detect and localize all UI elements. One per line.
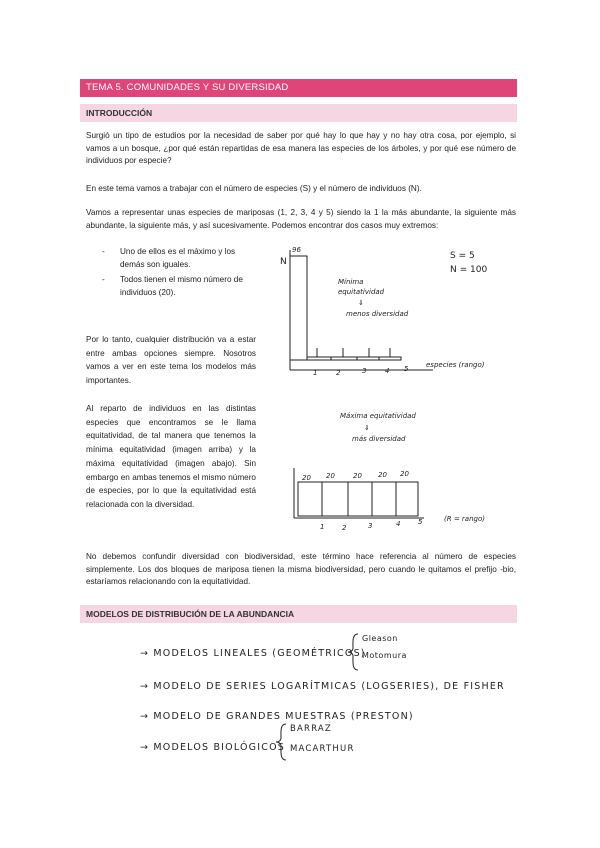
intro-paragraph-3: Vamos a representar unas especies de mariposas (1, 2, 3, 4 y 5) siendo la 1 la más abundante, la siguiente más abundante, la siguiente más, y así sucesivamente. Podemos encontrar dos casos muy extremos: bbox=[86, 208, 516, 230]
tick-label: 4 bbox=[396, 520, 401, 528]
peak-value-label: 96 bbox=[292, 246, 301, 254]
evenness-label: equitatividad bbox=[338, 288, 385, 296]
bar-species-4 bbox=[372, 482, 396, 516]
submodel-motomura: Motomura bbox=[362, 651, 407, 660]
x-axis-label: especies (rango) bbox=[426, 361, 485, 369]
bar-species-3 bbox=[348, 482, 372, 516]
n-axis-label: N bbox=[280, 257, 287, 267]
model-item-logseries: → MODELO DE SERIES LOGARÍTMICAS (LOGSERIES), DE FISHER bbox=[140, 681, 505, 692]
section-heading-text: INTRODUCCIÓN bbox=[86, 108, 153, 118]
extreme-cases-list bbox=[98, 245, 258, 301]
tick-label: 5 bbox=[404, 365, 409, 373]
max-evenness-label: Máxima equitatividad bbox=[340, 412, 416, 420]
bar-value-label: 20 bbox=[326, 472, 335, 480]
bar-species-2 bbox=[322, 482, 348, 516]
bar-value-label: 20 bbox=[378, 471, 387, 479]
brace-icon bbox=[274, 722, 288, 762]
min-evenness-diagram bbox=[268, 240, 528, 385]
bar-species-3 bbox=[331, 357, 357, 360]
tick-label: 3 bbox=[368, 522, 373, 530]
submodel-barraz: BARRAZ bbox=[290, 724, 332, 734]
individuals-count-equation: N = 100 bbox=[450, 265, 488, 275]
intro-paragraph-5: Al reparto de individuos en las distintas especies que encontramos se le llama equitatividad, de tal manera que tenemos la mínima equitatividad (imagen arriba) y la máxima equitatividad (imagen abajo). Sin embargo en ambas tenemos el mismo número de especies, por lo que la equitatividad está relacionada con la diversidad. bbox=[86, 404, 256, 509]
tick-label: 1 bbox=[313, 369, 318, 377]
intro-paragraph-2: En este tema vamos a trabajar con el número de especies (S) y el número de individuos (N). bbox=[86, 184, 422, 193]
bar-species-4 bbox=[357, 357, 379, 360]
bar-species-5 bbox=[396, 482, 418, 516]
model-item-linear: → MODELOS LINEALES (GEOMÉTRICOS) bbox=[140, 648, 366, 659]
bar-species-2 bbox=[307, 357, 331, 360]
bar-species-5 bbox=[379, 357, 401, 360]
intro-paragraph-1: Surgió un tipo de estudios por la necesidad de saber por qué hay lo que hay y no hay otra cosa, por ejemplo, si vamos a un bosque, ¿por qué están repartidas de esa manera las especies de los árboles, y por qué ese número de individuos por especie? bbox=[86, 131, 516, 165]
bar-value-label: 20 bbox=[302, 474, 311, 482]
brace-icon bbox=[346, 632, 360, 672]
tick-label: 5 bbox=[418, 518, 423, 526]
tick-label: 2 bbox=[342, 524, 347, 532]
section-heading-text: MODELOS DE DISTRIBUCIÓN DE LA ABUNDANCIA bbox=[86, 609, 295, 619]
tick-label: 2 bbox=[336, 369, 341, 377]
intro-paragraph-6: No debemos confundir diversidad con biodiversidad, este término hace referencia al número de especies simplemente. Los dos bloques de mariposa tienen la misma biodiversidad, pero cuando le quitamos el prefijo -bio, estaríamos relacionando con la equitatividad. bbox=[86, 552, 516, 586]
list-item: - Uno de ellos es el máximo y los demás son iguales. bbox=[98, 245, 258, 271]
section-heading-introduction bbox=[80, 104, 517, 122]
x-axis-label: (R = rango) bbox=[444, 515, 485, 523]
tick-label: 3 bbox=[362, 367, 367, 375]
species-count-equation: S = 5 bbox=[450, 251, 475, 261]
chapter-title-bar bbox=[80, 79, 517, 97]
chapter-title: TEMA 5. COMUNIDADES Y SU DIVERSIDAD bbox=[86, 82, 289, 93]
implies-arrow: ⇓ bbox=[358, 299, 364, 307]
min-evenness-label: Mínima bbox=[338, 278, 364, 286]
less-diversity-label: menos diversidad bbox=[346, 310, 409, 318]
bar-species-1 bbox=[298, 482, 322, 516]
list-item: - Todos tienen el mismo número de individuos (20). bbox=[98, 273, 258, 299]
section-heading-models bbox=[80, 605, 517, 623]
model-item-preston: → MODELO DE GRANDES MUESTRAS (PRESTON) bbox=[140, 711, 414, 722]
max-evenness-diagram bbox=[284, 400, 524, 540]
submodel-gleason: Gleason bbox=[362, 634, 398, 643]
bar-species-1 bbox=[290, 256, 307, 360]
bar-value-label: 20 bbox=[400, 470, 409, 478]
implies-arrow: ⇓ bbox=[364, 424, 370, 432]
more-diversity-label: más diversidad bbox=[352, 435, 406, 443]
bar-value-label: 20 bbox=[353, 472, 362, 480]
model-item-biological: → MODELOS BIOLÓGICOS bbox=[140, 742, 285, 753]
tick-label: 1 bbox=[320, 523, 325, 531]
submodel-macarthur: MACARTHUR bbox=[290, 744, 355, 754]
tick-label: 4 bbox=[385, 367, 390, 375]
intro-paragraph-4: Por lo tanto, cualquier distribución va a estar entre ambas opciones siempre. Nosotros vamos a ver en este tema los modelos más importantes. bbox=[86, 335, 256, 386]
